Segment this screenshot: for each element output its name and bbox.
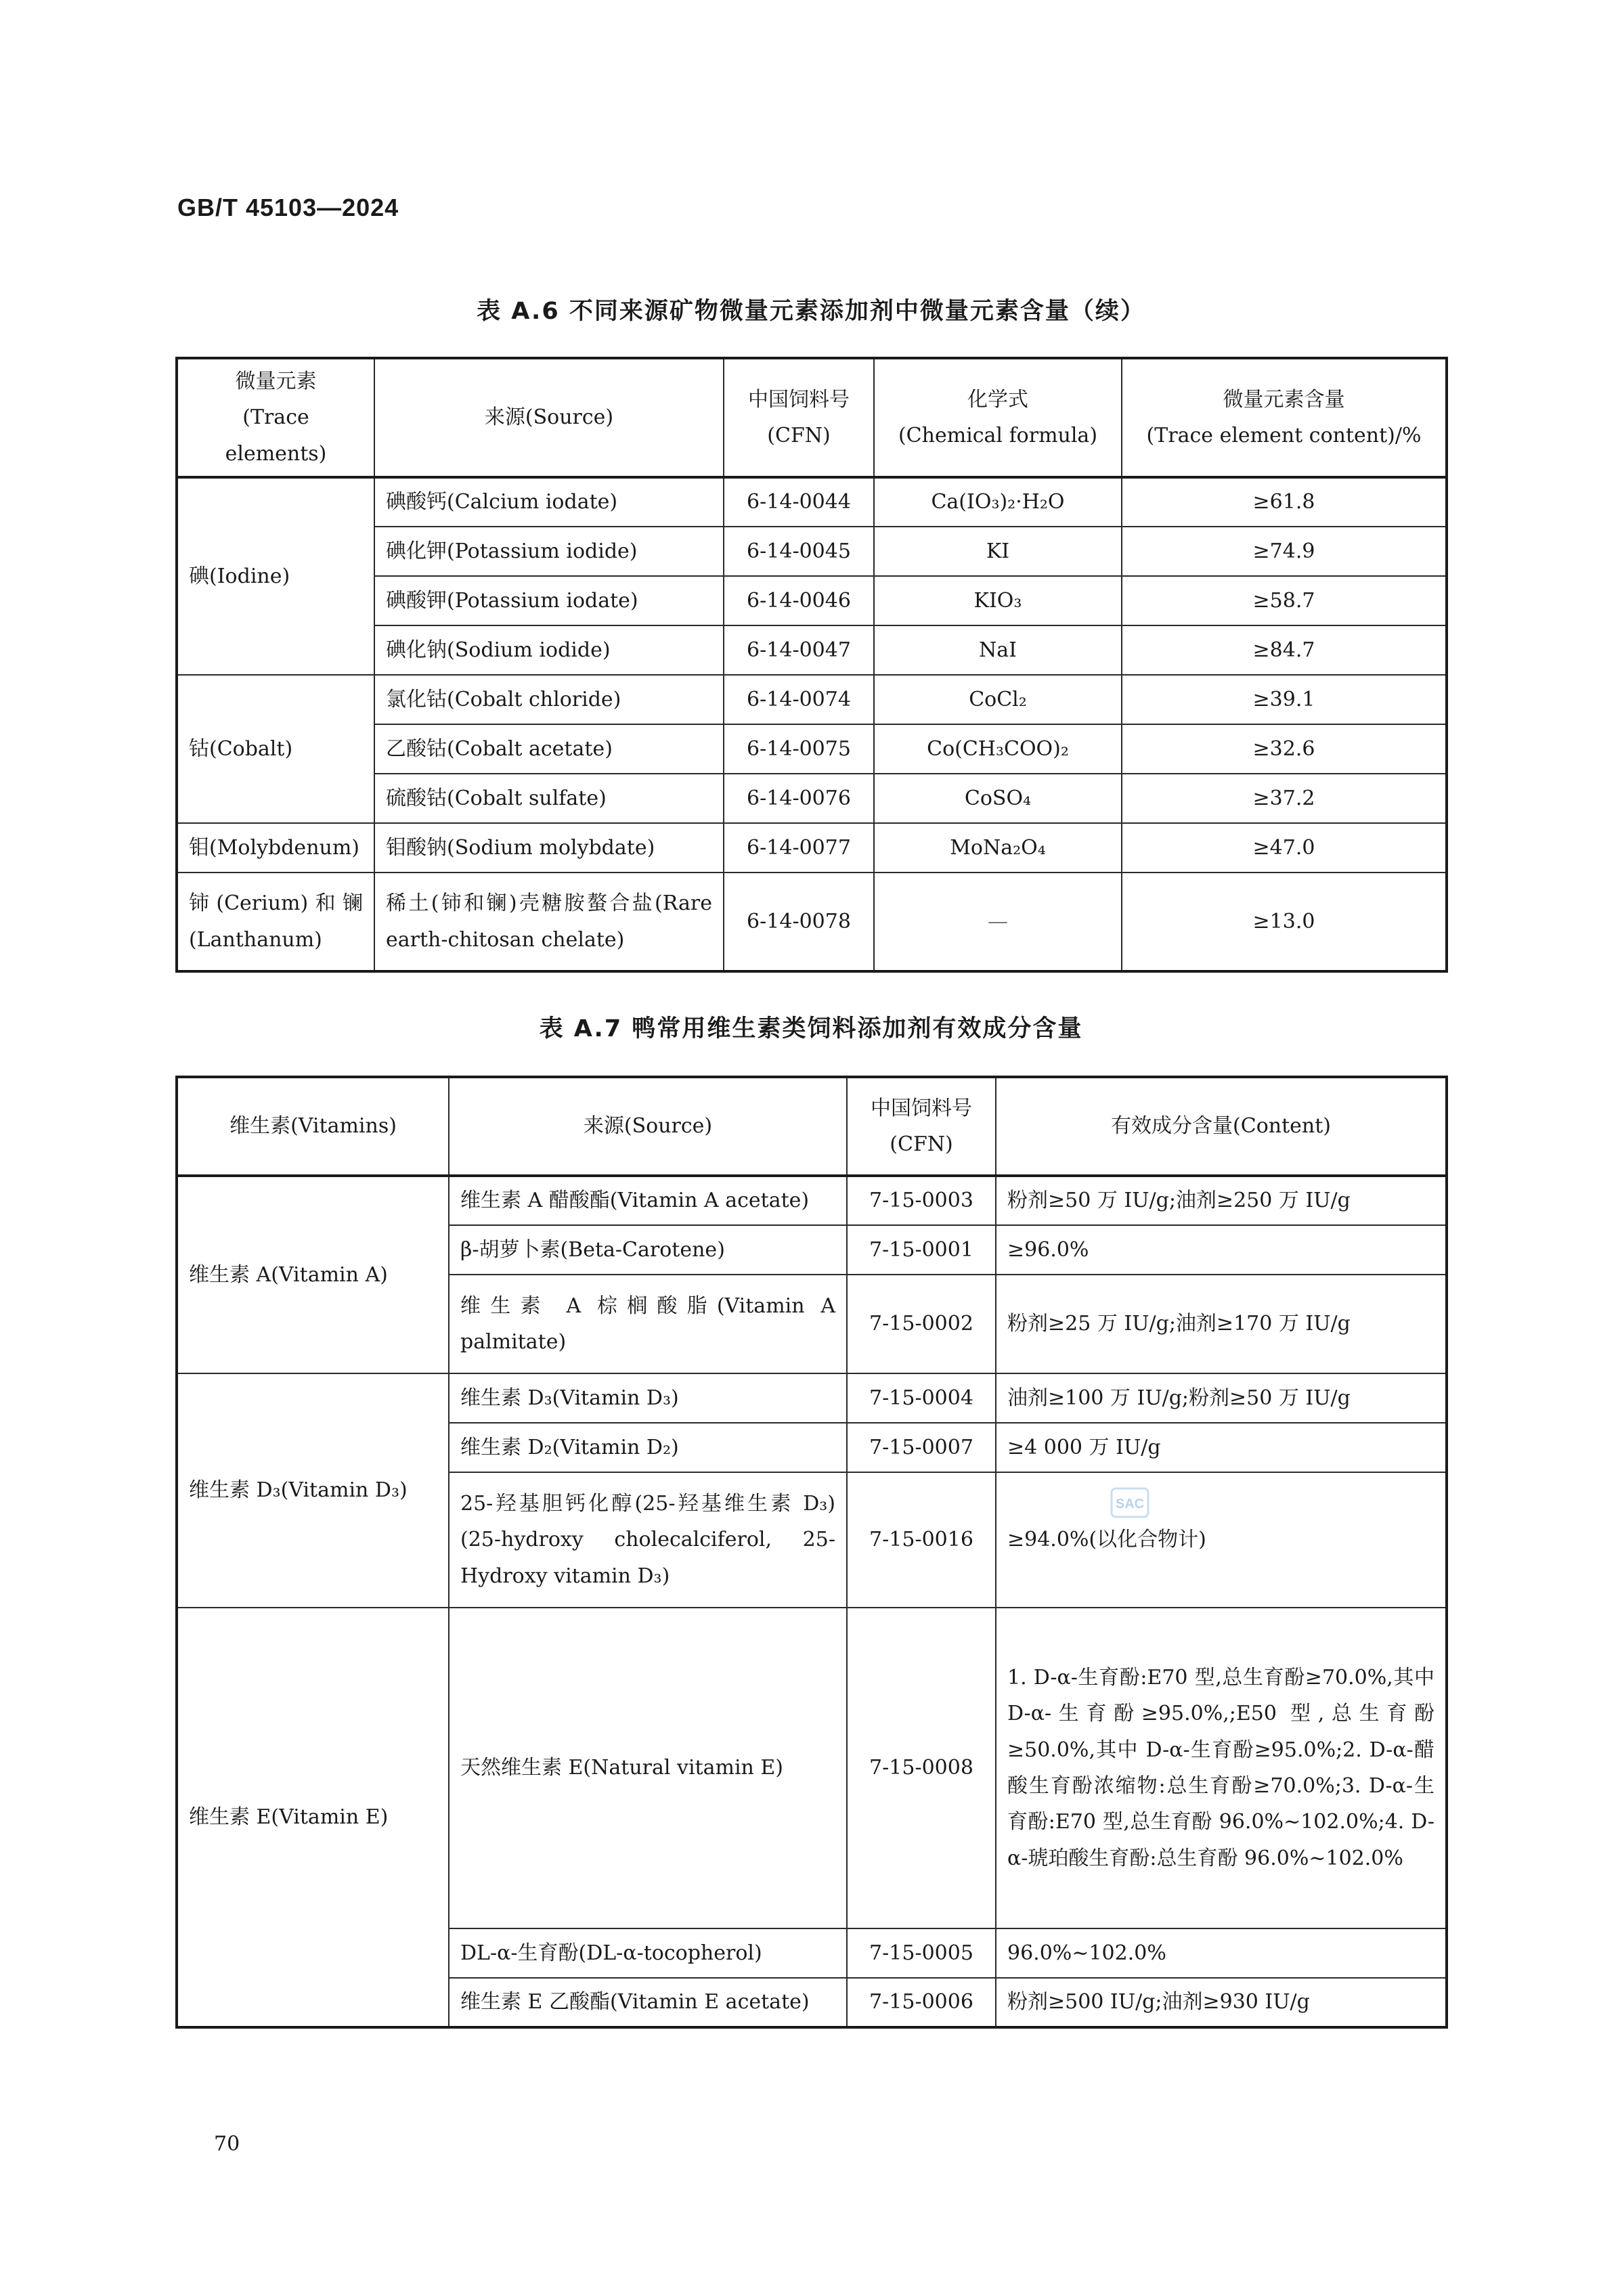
table-cell-content: ≥58.7 — [1122, 576, 1447, 625]
header-content: 有效成分含量(Content) — [996, 1077, 1447, 1176]
table-cell-source: 维生素 A 棕榈酸脂(Vitamin A palmitate) — [449, 1275, 847, 1373]
table-a7-caption: 表 A.7 鸭常用维生素类饲料添加剂有效成分含量 — [539, 1015, 1083, 1042]
header-cfn: 中国饲料号 (CFN) — [847, 1077, 996, 1176]
table-cell-cfn: 7-15-0004 — [847, 1373, 996, 1423]
table-cell-cfn: 7-15-0007 — [847, 1423, 996, 1472]
table-cell-content: ≥13.0 — [1122, 873, 1447, 971]
table-cell-formula: CoSO₄ — [874, 774, 1122, 823]
table-cell-source: 维生素 A 醋酸酯(Vitamin A acetate) — [449, 1176, 847, 1225]
table-cell-source: β-胡萝卜素(Beta-Carotene) — [449, 1225, 847, 1275]
table-cell-content: 粉剂≥500 IU/g;油剂≥930 IU/g — [996, 1978, 1447, 2027]
table-cell-source: 乙酸钴(Cobalt acetate) — [374, 724, 724, 774]
table-cell-source: 稀土(铈和镧)壳糖胺螯合盐(Rare earth-chitosan chelate) — [374, 873, 724, 971]
table-cell-content: ≥4 000 万 IU/g — [996, 1423, 1447, 1472]
table-cell-content: ≥61.8 — [1122, 477, 1447, 527]
table-cell-source: 天然维生素 E(Natural vitamin E) — [449, 1608, 847, 1928]
table-cell-source: 钼酸钠(Sodium molybdate) — [374, 823, 724, 873]
table-cell-cfn: 7-15-0003 — [847, 1176, 996, 1225]
table-cell-content: ≥74.9 — [1122, 527, 1447, 576]
group-vitamin-e: 维生素 E(Vitamin E) — [177, 1608, 449, 2027]
standard-code: GB/T 45103—2024 — [177, 194, 399, 221]
table-cell-formula: Co(CH₃COO)₂ — [874, 724, 1122, 774]
table-cell-content: ≥96.0% — [996, 1225, 1447, 1275]
table-cell-content: ≥37.2 — [1122, 774, 1447, 823]
watermark-text: SAC — [1115, 1497, 1145, 1511]
table-cell-source: 碘化钠(Sodium iodide) — [374, 625, 724, 675]
table-cell-formula: Ca(IO₃)₂·H₂O — [874, 477, 1122, 527]
group-vitamin-a: 维生素 A(Vitamin A) — [177, 1176, 449, 1373]
table-cell-formula: — — [874, 873, 1122, 971]
table-cell-formula: MoNa₂O₄ — [874, 823, 1122, 873]
table-cell-cfn: 7-15-0016 — [847, 1472, 996, 1608]
header-vitamins: 维生素(Vitamins) — [177, 1077, 449, 1176]
sac-watermark-icon — [1110, 1487, 1149, 1518]
group-cobalt: 钴(Cobalt) — [177, 675, 374, 823]
table-cell-content: ≥94.0%(以化合物计) — [996, 1472, 1447, 1608]
table-cell-content: ≥84.7 — [1122, 625, 1447, 675]
header-cfn: 中国饲料号 (CFN) — [724, 358, 874, 477]
table-cell-source: 氯化钴(Cobalt chloride) — [374, 675, 724, 724]
table-a7 — [175, 1076, 1448, 2029]
table-cell-source: 25-羟基胆钙化醇(25-羟基维生素 D₃)(25-hydroxy cholecalciferol, 25-Hydroxy vitamin D₃) — [449, 1472, 847, 1608]
header-chemical-formula: 化学式 (Chemical formula) — [874, 358, 1122, 477]
table-cell-content: 粉剂≥50 万 IU/g;油剂≥250 万 IU/g — [996, 1176, 1447, 1225]
table-cell-cfn: 6-14-0076 — [724, 774, 874, 823]
group-vitamin-d3: 维生素 D₃(Vitamin D₃) — [177, 1373, 449, 1608]
table-cell-source: 维生素 E 乙酸酯(Vitamin E acetate) — [449, 1978, 847, 2027]
table-cell-cfn: 6-14-0077 — [724, 823, 874, 873]
table-cell-cfn: 6-14-0074 — [724, 675, 874, 724]
group-iodine: 碘(Iodine) — [177, 477, 374, 675]
table-cell-source: 维生素 D₂(Vitamin D₂) — [449, 1423, 847, 1472]
table-cell-cfn: 7-15-0002 — [847, 1275, 996, 1373]
header-source: 来源(Source) — [449, 1077, 847, 1176]
table-cell-cfn: 6-14-0046 — [724, 576, 874, 625]
page-number: 70 — [214, 2132, 240, 2156]
table-cell-content: 粉剂≥25 万 IU/g;油剂≥170 万 IU/g — [996, 1275, 1447, 1373]
table-cell-cfn: 7-15-0005 — [847, 1928, 996, 1978]
header-trace-element-content: 微量元素含量 (Trace element content)/% — [1122, 358, 1447, 477]
table-cell-source: 硫酸钴(Cobalt sulfate) — [374, 774, 724, 823]
table-cell-source: 碘化钾(Potassium iodide) — [374, 527, 724, 576]
table-cell-formula: KIO₃ — [874, 576, 1122, 625]
table-cell-formula: NaI — [874, 625, 1122, 675]
table-a6 — [175, 357, 1448, 973]
table-cell-formula: CoCl₂ — [874, 675, 1122, 724]
table-cell-content: ≥32.6 — [1122, 724, 1447, 774]
table-cell-content: 1. D-α-生育酚:E70 型,总生育酚≥70.0%,其中 D-α-生育酚≥95.0%,;E50 型,总生育酚≥50.0%,其中 D-α-生育酚≥95.0%;2. D-α-醋酸生育酚浓缩物:总生育酚≥70.0%;3. D-α-生育酚:E70 型,总生育酚 96.0%~102.0%;4. D-α-琥珀酸生育酚:总生育酚 96.0%~102.0% — [996, 1608, 1447, 1928]
table-cell-cfn: 6-14-0078 — [724, 873, 874, 971]
header-trace-elements: 微量元素 (Trace elements) — [177, 358, 374, 477]
table-cell-cfn: 6-14-0047 — [724, 625, 874, 675]
table-cell-content: 油剂≥100 万 IU/g;粉剂≥50 万 IU/g — [996, 1373, 1447, 1423]
table-cell-content: ≥47.0 — [1122, 823, 1447, 873]
table-cell-cfn: 7-15-0001 — [847, 1225, 996, 1275]
table-cell-cfn: 6-14-0045 — [724, 527, 874, 576]
table-a6-caption: 表 A.6 不同来源矿物微量元素添加剂中微量元素含量（续） — [477, 298, 1145, 325]
table-cell-source: DL-α-生育酚(DL-α-tocopherol) — [449, 1928, 847, 1978]
group-cerium-lanthanum: 铈(Cerium)和镧(Lanthanum) — [177, 873, 374, 971]
group-molybdenum: 钼(Molybdenum) — [177, 823, 374, 873]
table-cell-cfn: 6-14-0075 — [724, 724, 874, 774]
table-cell-cfn: 7-15-0006 — [847, 1978, 996, 2027]
header-source: 来源(Source) — [374, 358, 724, 477]
table-cell-cfn: 6-14-0044 — [724, 477, 874, 527]
table-cell-source: 碘酸钾(Potassium iodate) — [374, 576, 724, 625]
table-cell-content: ≥39.1 — [1122, 675, 1447, 724]
table-cell-formula: KI — [874, 527, 1122, 576]
table-cell-cfn: 7-15-0008 — [847, 1608, 996, 1928]
table-cell-content: 96.0%~102.0% — [996, 1928, 1447, 1978]
table-cell-source: 维生素 D₃(Vitamin D₃) — [449, 1373, 847, 1423]
table-cell-source: 碘酸钙(Calcium iodate) — [374, 477, 724, 527]
